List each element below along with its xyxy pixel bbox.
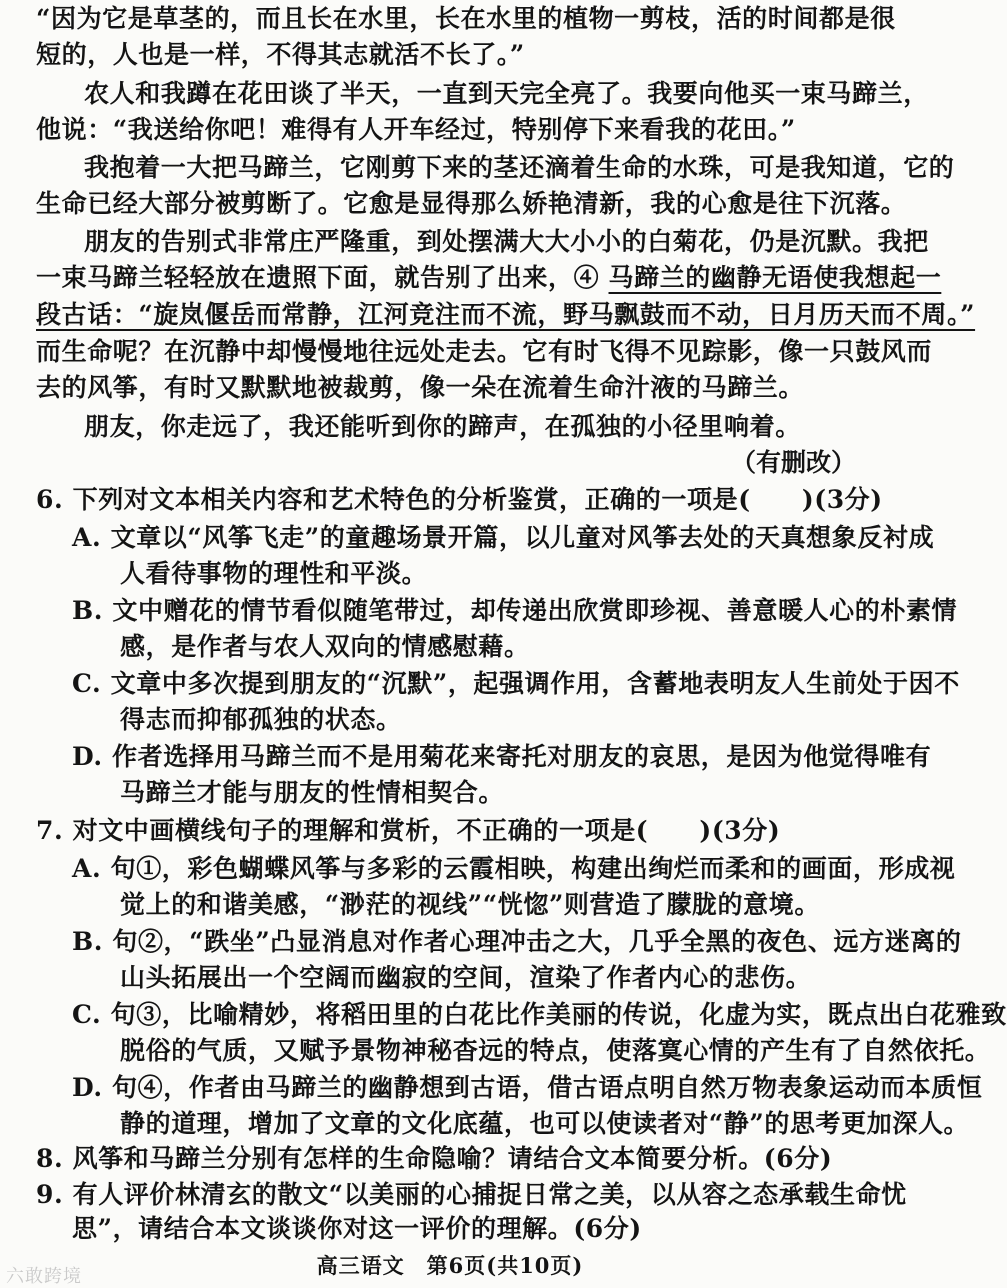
watermark: 六敢跨境 (6, 1266, 82, 1287)
option-b: B. 文中赠花的情节看似随笔带过，却传递出欣赏即珍视、善意暖人心的朴素情 (72, 596, 958, 625)
option-c: C. 句③，比喻精妙，将稻田里的白花比作美丽的传说，化虚为实，既点出白花雅致 (72, 1000, 1007, 1029)
question-stem: 6. 下列对文本相关内容和艺术特色的分析鉴赏，正确的一项是( )(3分) (36, 485, 883, 514)
option-d: D. 作者选择用马蹄兰而不是用菊花来寄托对朋友的哀思，是因为他觉得唯有 (72, 742, 932, 771)
passage-line: 而生命呢？在沉静中却慢慢地往远处走去。它有时飞得不见踪影，像一只鼓风而 (36, 337, 933, 366)
passage-line: 短的，人也是一样，不得其志就活不长了。” (36, 40, 525, 69)
passage-line (36, 261, 941, 295)
underlined-sentence-4: 马蹄兰的幽静无语使我想起一 (608, 263, 942, 292)
option-d-cont: 静的道理，增加了文章的文化底蕴，也可以使读者对“静”的思考更加深人。 (120, 1109, 970, 1138)
question-stem: 9. 有人评价林清玄的散文“以美丽的心捕捉日常之美，以从容之态承载生命忧 (36, 1180, 907, 1209)
option-d-cont: 马蹄兰才能与朋友的性情相契合。 (120, 778, 505, 807)
option-c: C. 文章中多次提到朋友的“沉默”，起强调作用，含蓄地表明友人生前处于因不 (72, 669, 960, 698)
underlined-sentence-4-cont: 段古话：“旋岚偃岳而常静，江河竞注而不流，野马飘鼓而不动，日月历天而不周。” (36, 300, 976, 329)
option-a: A. 句①，彩色蝴蝶风筝与多彩的云霞相映，构建出绚烂而柔和的画面，形成视 (72, 854, 956, 883)
edited-note: （有删改） (730, 448, 856, 477)
option-c-cont: 得志而抑郁孤独的状态。 (120, 705, 402, 734)
option-b-cont: 山头拓展出一个空阔而幽寂的空间，渲染了作者内心的悲伤。 (120, 963, 812, 992)
page-footer: 高三语文 第6页(共10页) (316, 1253, 584, 1278)
passage-line: 朋友，你走远了，我还能听到你的蹄声，在孤独的小径里响着。 (84, 412, 801, 441)
question-stem-cont: 思”，请结合本文谈谈你对这一评价的理解。(6分) (72, 1214, 642, 1243)
option-a-cont: 人看待事物的理性和平淡。 (120, 559, 428, 588)
question-stem: 7. 对文中画横线句子的理解和赏析，不正确的一项是( )(3分) (36, 816, 781, 845)
option-a-cont: 觉上的和谐美感，“渺茫的视线”“恍惚”则营造了朦胧的意境。 (120, 890, 820, 919)
option-c-cont: 脱俗的气质，又赋予景物神秘杳远的特点，使落寞心情的产生有了自然依托。 (120, 1036, 991, 1065)
passage-line: 去的风筝，有时又默默地被裁剪，像一朵在流着生命汁液的马蹄兰。 (36, 373, 805, 402)
option-a: A. 文章以“风筝飞走”的童趣场景开篇，以儿童对风筝去处的天真想象反衬成 (72, 523, 935, 552)
passage-line: 他说：“我送给你吧！难得有人开车经过，特别停下来看我的花田。” (36, 115, 796, 144)
option-b: B. 句②，“跌坐”凸显消息对作者心理冲击之大，几乎全黑的夜色、远方迷离的 (72, 927, 962, 956)
option-d: D. 句④，作者由马蹄兰的幽静想到古语，借古语点明自然万物表象运动而本质恒 (72, 1073, 983, 1102)
passage-line: 农人和我蹲在花田谈了半天，一直到天完全亮了。我要向他买一束马蹄兰， (84, 79, 929, 108)
passage-text: 一束马蹄兰轻轻放在遗照下面，就告别了出来，④ (36, 263, 609, 292)
option-b-cont: 感，是作者与农人双向的情感慰藉。 (120, 632, 530, 661)
passage-line: 朋友的告别式非常庄严隆重，到处摆满大大小小的白菊花，仍是沉默。我把 (84, 227, 929, 256)
passage-line: “因为它是草茎的，而且长在水里，长在水里的植物一剪枝，活的时间都是很 (36, 4, 896, 33)
passage-line: 生命已经大部分被剪断了。它愈是显得那么娇艳清新，我的心愈是往下沉落。 (36, 189, 907, 218)
question-stem: 8. 风筝和马蹄兰分别有怎样的生命隐喻？请结合文本简要分析。(6分) (36, 1144, 833, 1173)
passage-line: 我抱着一大把马蹄兰，它刚剪下来的茎还滴着生命的水珠，可是我知道，它的 (84, 153, 955, 182)
